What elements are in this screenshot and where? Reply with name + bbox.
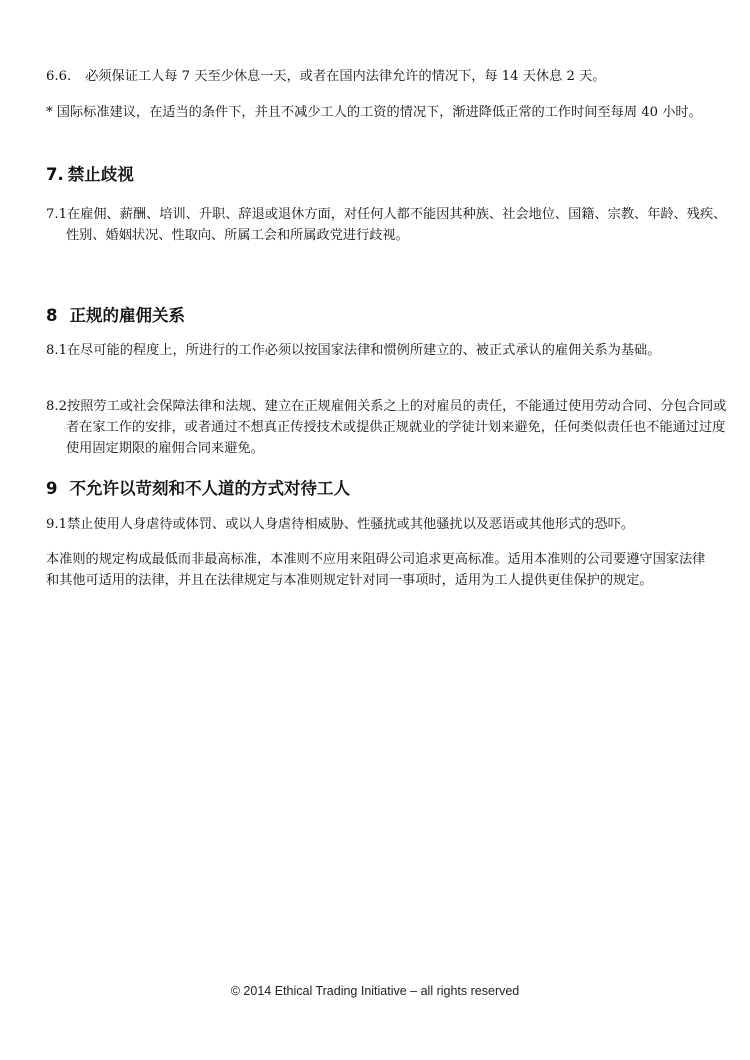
section-heading-9 xyxy=(46,478,712,500)
clause-8-1 xyxy=(46,340,732,361)
section-number: 9 xyxy=(46,479,58,498)
clause-8-2 xyxy=(46,396,732,459)
clause-7-1 xyxy=(46,204,732,246)
copyright-footer: © 2014 Ethical Trading Initiative – all rights reserved xyxy=(230,984,520,998)
section-title: 不允许以苛刻和不人道的方式对待工人 xyxy=(69,479,350,498)
clause-text: 在雇佣、薪酬、培训、升职、辞退或退休方面，对任何人都不能因其种族、社会地位、国籍、宗教、年龄、残疾、性别、婚姻状况、性取向、所属工会和所属政党进行歧视。 xyxy=(66,207,727,243)
clause-number: 9.1 xyxy=(46,517,67,532)
section-number: 7. xyxy=(46,165,64,184)
footnote-working-hours: * 国际标准建议，在适当的条件下，并且不减少工人的工资的情况下，渐进降低正常的工作时间至每周 40 小时。 xyxy=(46,105,702,120)
section-title: 禁止歧视 xyxy=(67,165,134,184)
clause-6-6 xyxy=(46,66,712,87)
section-heading-7 xyxy=(46,164,712,186)
clause-text: 必须保证工人每 7 天至少休息一天，或者在国内法律允许的情况下，每 14 天休息 2 天。 xyxy=(85,69,606,84)
clause-text: 按照劳工或社会保障法律和法规、建立在正规雇佣关系之上的对雇员的责任，不能通过使用劳动合同、分包合同或者在家工作的安排，或者通过不想真正传授技术或提供正规就业的学徒计划来避免，任何类似责任也不能通过过度使用固定期限的雇佣合同来避免。 xyxy=(66,399,727,456)
clause-text: 禁止使用人身虐待或体罚、或以人身虐待相威胁、性骚扰或其他骚扰以及恶语或其他形式的恐吓。 xyxy=(66,517,635,532)
section-title: 正规的雇佣关系 xyxy=(69,306,185,325)
clause-number: 7.1 xyxy=(46,207,67,222)
clause-text: 在尽可能的程度上，所进行的工作必须以按国家法律和惯例所建立的、被正式承认的雇佣关系为基础。 xyxy=(66,343,661,358)
clause-number: 8.2 xyxy=(46,399,67,414)
closing-paragraph: 本准则的规定构成最低而非最高标准，本准则不应用来阻碍公司追求更高标准。适用本准则的公司要遵守国家法律和其他可适用的法律，并且在法律规定与本准则规定针对同一事项时，适用为工人提供更佳保护的规定。 xyxy=(46,552,706,588)
clause-number: 8.1 xyxy=(46,343,67,358)
section-number: 8 xyxy=(46,306,58,325)
clause-9-1 xyxy=(46,514,732,535)
section-heading-8 xyxy=(46,305,712,327)
clause-number: 6.6. xyxy=(46,69,72,84)
